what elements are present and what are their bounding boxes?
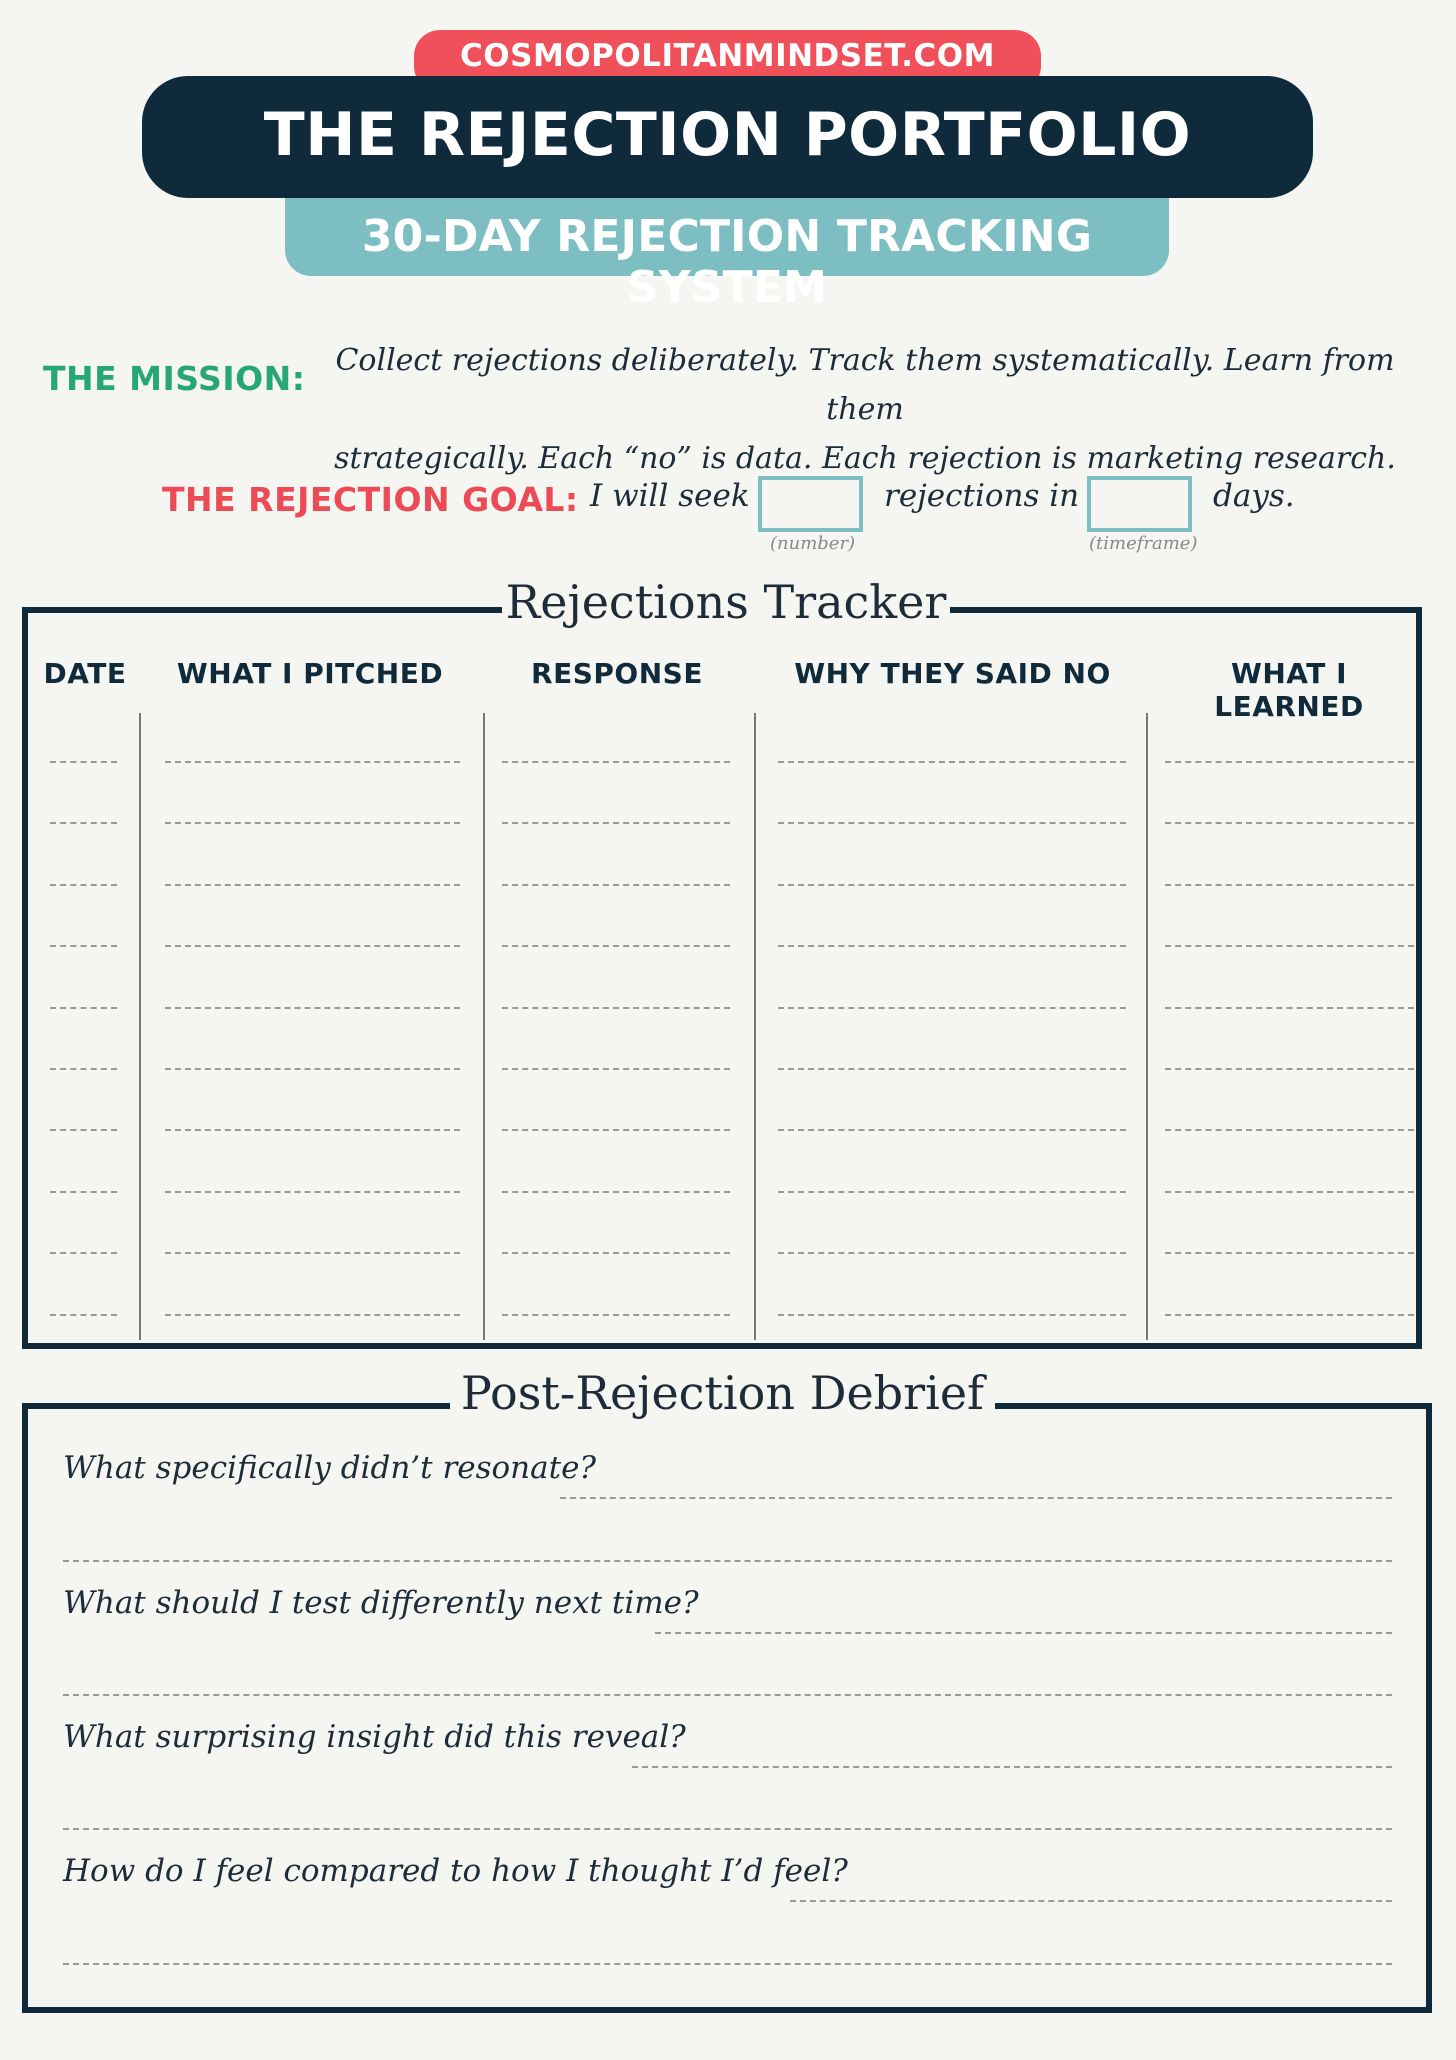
tracker-cell-line[interactable] — [778, 822, 1126, 824]
column-divider — [1146, 713, 1148, 1340]
tracker-title: Rejections Tracker — [502, 575, 950, 629]
tracker-cell-line[interactable] — [778, 761, 1126, 763]
tracker-cell-line[interactable] — [502, 1068, 730, 1070]
debrief-question-4: How do I feel compared to how I thought I’d feel? — [63, 1853, 848, 1889]
tracker-cell-line[interactable] — [502, 1007, 730, 1009]
tracker-cell-line[interactable] — [1165, 761, 1414, 763]
tracker-cell-line[interactable] — [1165, 1007, 1414, 1009]
col-header-date: DATE — [43, 657, 127, 690]
tracker-cell-line[interactable] — [778, 1252, 1126, 1254]
answer-line[interactable] — [63, 1828, 1392, 1830]
tracker-cell-line[interactable] — [165, 1068, 460, 1070]
tracker-cell-line[interactable] — [165, 761, 460, 763]
mission-line-1: Collect rejections deliberately. Track them systematically. Learn from them — [335, 343, 1395, 427]
tracker-cell-line[interactable] — [502, 761, 730, 763]
answer-line[interactable] — [63, 1694, 1392, 1696]
debrief-question-3: What surprising insight did this reveal? — [63, 1719, 686, 1755]
tracker-cell-line[interactable] — [50, 1129, 117, 1131]
tracker-cell-line[interactable] — [50, 884, 117, 886]
debrief-question-1: What specifically didn’t resonate? — [63, 1450, 597, 1486]
tracker-cell-line[interactable] — [165, 1252, 460, 1254]
tracker-cell-line[interactable] — [50, 945, 117, 947]
tracker-cell-line[interactable] — [502, 1252, 730, 1254]
tracker-cell-line[interactable] — [165, 1129, 460, 1131]
column-divider — [483, 713, 485, 1340]
tracker-cell-line[interactable] — [1165, 1314, 1414, 1316]
tracker-cell-line[interactable] — [165, 884, 460, 886]
tracker-cell-line[interactable] — [50, 822, 117, 824]
answer-line[interactable] — [560, 1497, 1392, 1499]
column-divider — [139, 713, 141, 1340]
tracker-cell-line[interactable] — [1165, 1191, 1414, 1193]
col-header-response: RESPONSE — [531, 657, 703, 690]
answer-line[interactable] — [655, 1632, 1392, 1634]
tracker-cell-line[interactable] — [778, 1191, 1126, 1193]
tracker-cell-line[interactable] — [50, 1068, 117, 1070]
answer-line[interactable] — [63, 1560, 1392, 1562]
goal-text-pre: I will seek — [590, 478, 750, 514]
mission-line-2: strategically. Each “no” is data. Each rejection is marketing research. — [334, 441, 1396, 476]
tracker-cell-line[interactable] — [50, 761, 117, 763]
tracker-cell-line[interactable] — [1165, 945, 1414, 947]
tracker-cell-line[interactable] — [778, 1007, 1126, 1009]
tracker-cell-line[interactable] — [165, 1007, 460, 1009]
tracker-cell-line[interactable] — [165, 1314, 460, 1316]
site-url: COSMOPOLITANMINDSET.COM — [460, 38, 995, 74]
tracker-cell-line[interactable] — [778, 1068, 1126, 1070]
tracker-cell-line[interactable] — [1165, 822, 1414, 824]
tracker-cell-line[interactable] — [50, 1007, 117, 1009]
answer-line[interactable] — [790, 1900, 1392, 1902]
answer-line[interactable] — [632, 1766, 1392, 1768]
tracker-cell-line[interactable] — [502, 1314, 730, 1316]
tracker-cell-line[interactable] — [165, 1191, 460, 1193]
column-divider — [754, 713, 756, 1340]
answer-line[interactable] — [63, 1963, 1392, 1965]
tracker-cell-line[interactable] — [165, 822, 460, 824]
tracker-cell-line[interactable] — [502, 822, 730, 824]
debrief-title: Post-Rejection Debrief — [450, 1366, 995, 1420]
goal-timeframe-hint: (timeframe) — [1089, 533, 1198, 554]
goal-number-field[interactable] — [758, 476, 863, 532]
mission-text — [300, 336, 1430, 483]
tracker-cell-line[interactable] — [502, 1129, 730, 1131]
goal-label: THE REJECTION GOAL: — [162, 480, 579, 519]
tracker-cell-line[interactable] — [778, 884, 1126, 886]
tracker-cell-line[interactable] — [1165, 1252, 1414, 1254]
tracker-cell-line[interactable] — [1165, 1129, 1414, 1131]
tracker-cell-line[interactable] — [50, 1314, 117, 1316]
page-title: THE REJECTION PORTFOLIO — [263, 100, 1192, 170]
goal-number-hint: (number) — [770, 533, 856, 554]
tracker-cell-line[interactable] — [778, 1314, 1126, 1316]
mission-label: THE MISSION: — [43, 359, 306, 398]
tracker-cell-line[interactable] — [502, 945, 730, 947]
col-header-why-they-said-no: WHY THEY SAID NO — [794, 657, 1111, 690]
col-header-what-i-pitched: WHAT I PITCHED — [176, 657, 444, 690]
page-subtitle: 30-DAY REJECTION TRACKING SYSTEM — [361, 211, 1093, 313]
tracker-cell-line[interactable] — [1165, 1068, 1414, 1070]
goal-text-post: days. — [1213, 478, 1295, 514]
tracker-cell-line[interactable] — [778, 945, 1126, 947]
tracker-cell-line[interactable] — [778, 1129, 1126, 1131]
debrief-question-2: What should I test differently next time? — [63, 1585, 699, 1621]
goal-text-mid: rejections in — [884, 478, 1080, 514]
tracker-cell-line[interactable] — [502, 884, 730, 886]
tracker-cell-line[interactable] — [165, 945, 460, 947]
goal-timeframe-field[interactable] — [1087, 476, 1192, 532]
tracker-cell-line[interactable] — [1165, 884, 1414, 886]
tracker-cell-line[interactable] — [502, 1191, 730, 1193]
tracker-cell-line[interactable] — [50, 1252, 117, 1254]
tracker-cell-line[interactable] — [50, 1191, 117, 1193]
debrief-section — [22, 1403, 1432, 2013]
col-header-what-i-learned: WHAT I LEARNED — [1214, 657, 1364, 723]
